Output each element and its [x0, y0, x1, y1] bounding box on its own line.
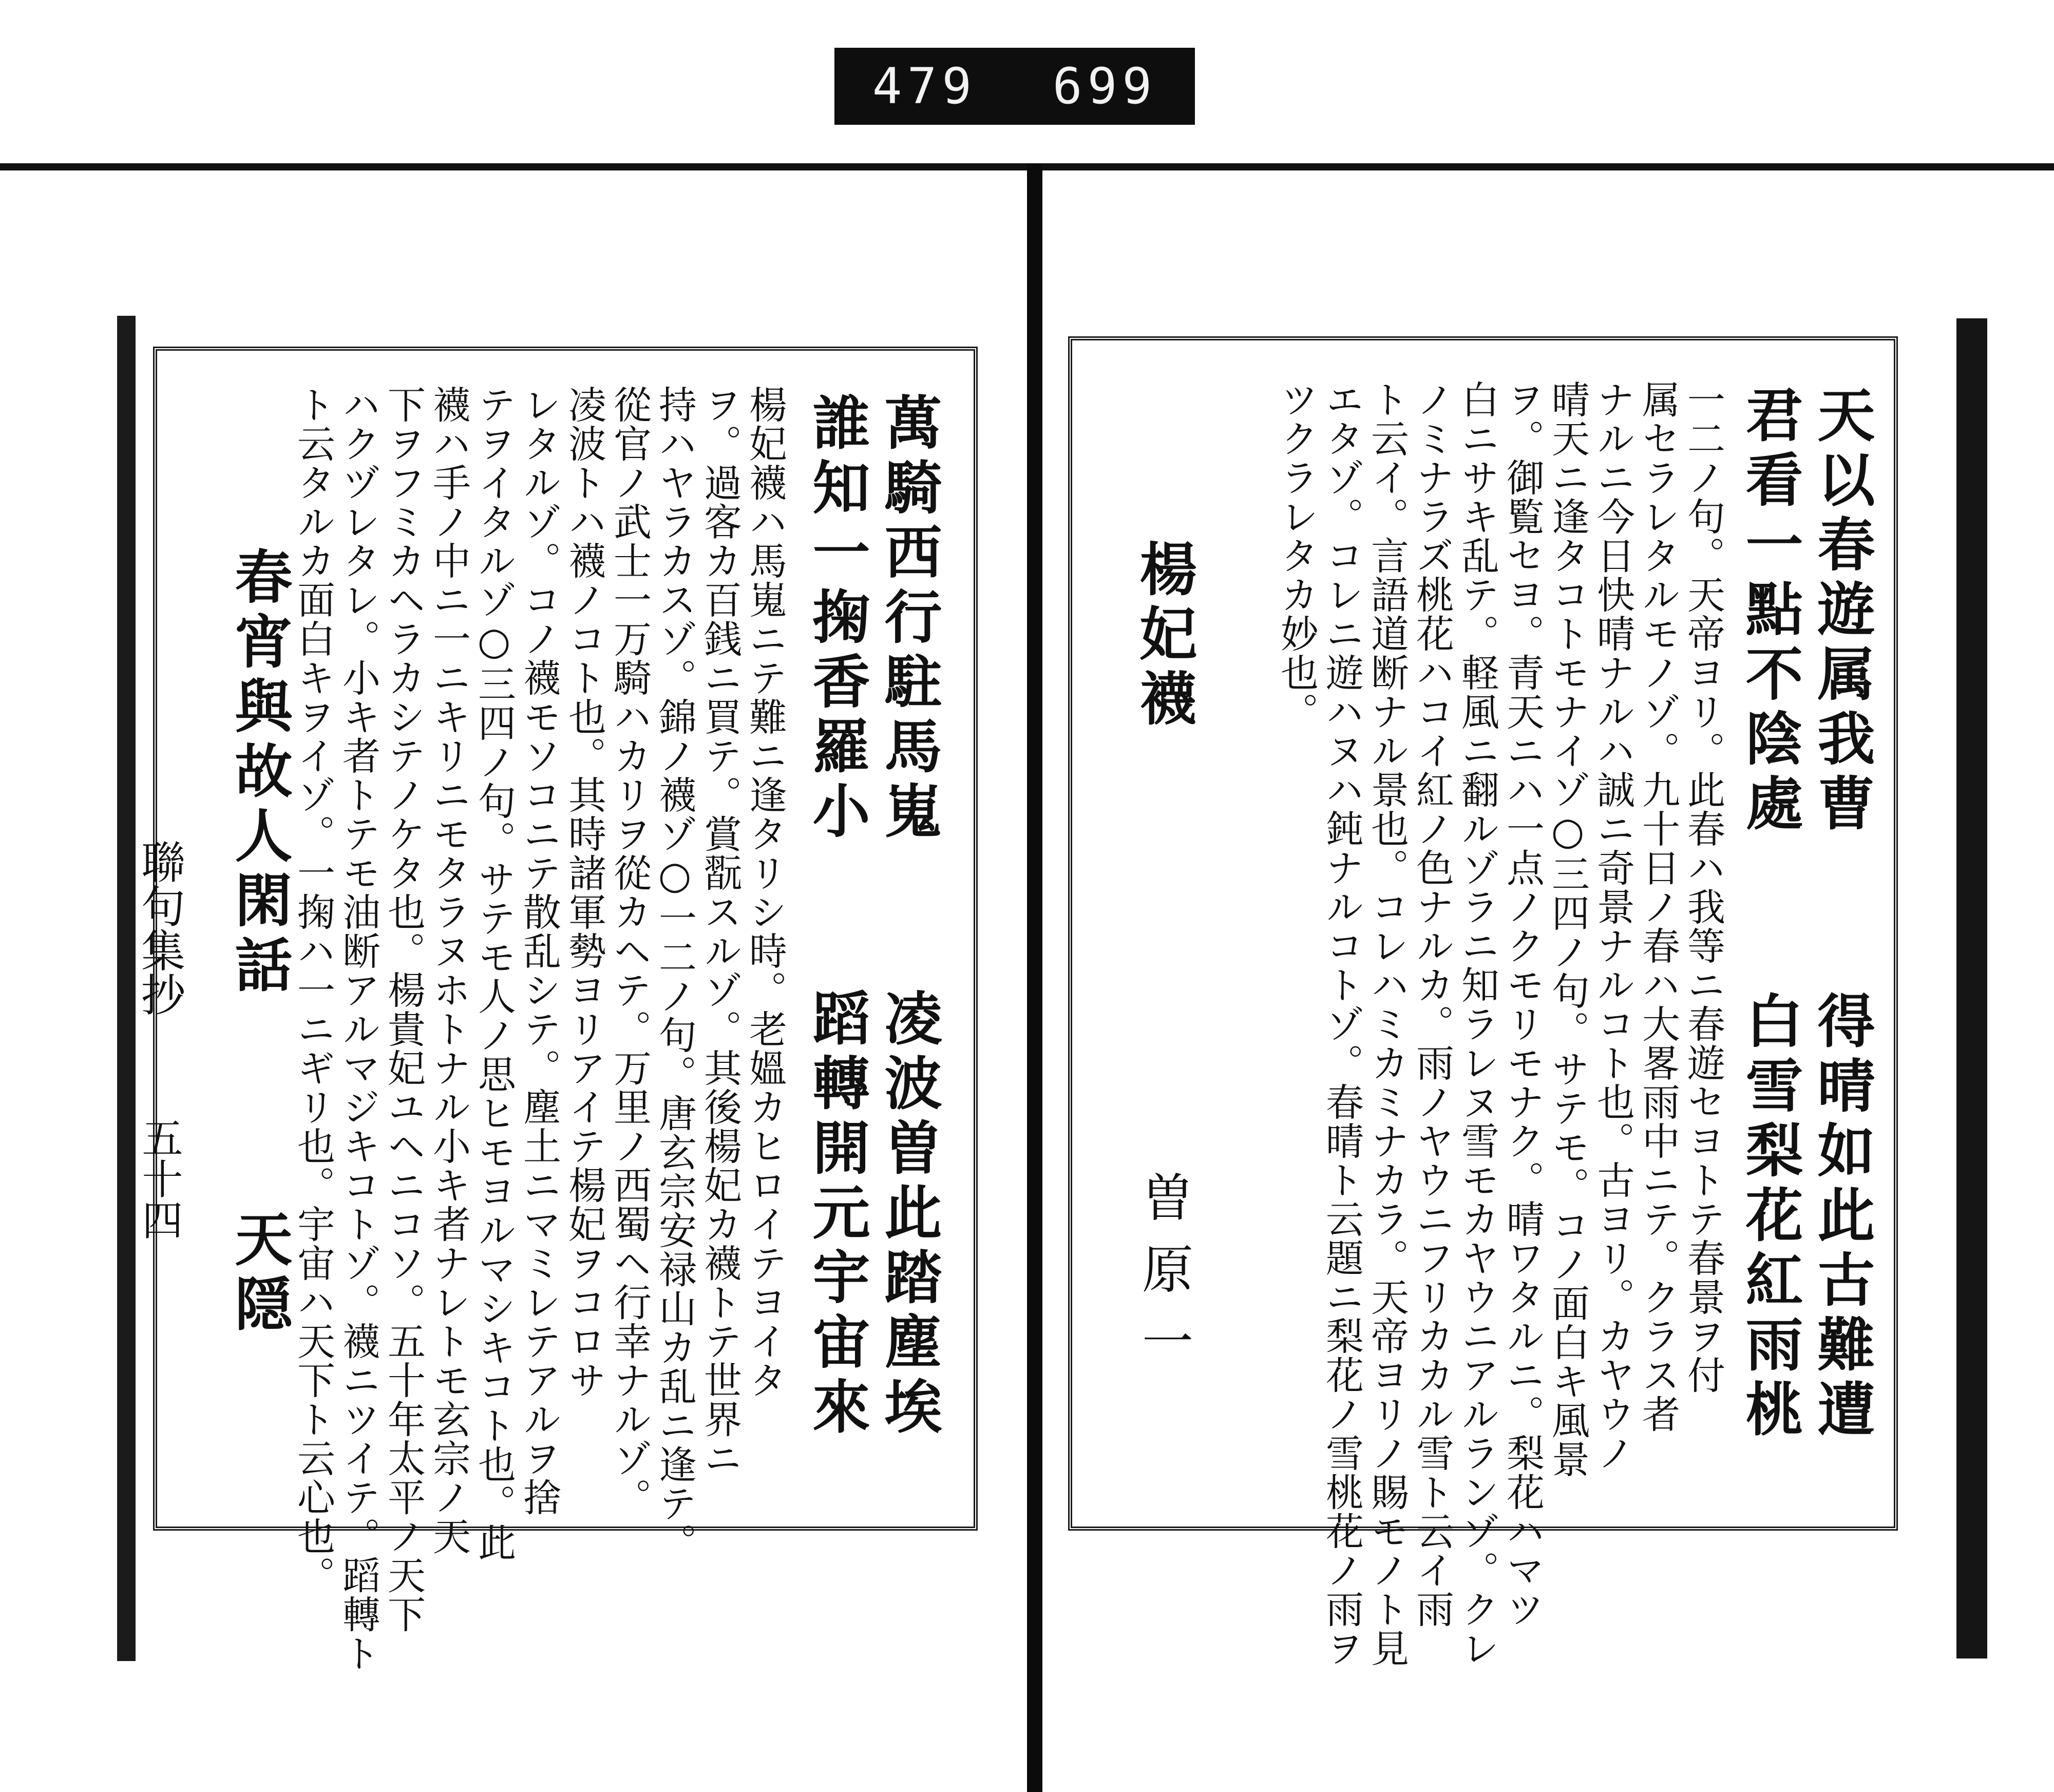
commentary-line: ハクヅレタレ。小キ者トテモ油断アルマジキコトゾ。襪ニツイテ。蹈轉ト	[336, 385, 381, 1673]
commentary-line: ヲ。過客カ百銭ニ買テ。賞翫スルゾ。其後楊妃カ襪トテ世界ニ	[698, 385, 742, 1478]
commentary-line: 從官ノ武士一万騎ハカリヲ從カヘテ。万里ノ西蜀ヘ行幸ナルゾ。	[607, 385, 652, 1517]
margin-title: 聯句集抄	[134, 840, 185, 1016]
commentary-line: ナルニ今日快晴ナルハ誠ニ奇景ナルコト也。古ヨリ。カヤウノ	[1591, 380, 1635, 1473]
archive-left-number: 479	[872, 58, 977, 115]
commentary-line: テヲイタルゾ○三四ノ句。サテモ人ノ思ヒモヨルマシキコト也。此	[472, 385, 516, 1562]
commentary-line: 属セラレタルモノゾ。九十日ノ春ハ大畧雨中ニテ。クラス者	[1636, 380, 1680, 1434]
archive-right-number: 699	[1052, 58, 1157, 115]
commentary-line: ノミナラズ桃花ハコイ紅ノ色ナルカ。雨ノヤウニフリカカル雪ト云イ雨	[1410, 380, 1454, 1629]
commentary-line: ツクラレタカ妙也。	[1275, 380, 1319, 731]
binding-gutter	[1027, 163, 1042, 1792]
left-page	[117, 316, 1026, 1673]
verse-line: 得晴如此古難遭	[1808, 991, 1875, 1444]
commentary-line: ト云イ。言語道断ナル景也。コレハミカミナカラ。天帝ヨリノ賜モノト見	[1365, 380, 1409, 1668]
commentary-line: 白ニサキ乱テ。軽風ニ翻ルゾラニ知ラレヌ雪モカヤウニアルランゾ。クレ	[1455, 380, 1499, 1668]
verse-line: 天以春遊属我曹	[1808, 385, 1875, 838]
commentary-line: 一二ノ句。天帝ヨリ。此春ハ我等ニ春遊セヨトテ春景ヲ付	[1681, 380, 1725, 1395]
commentary-line: ト云タルカ面白キヲイゾ。一掬ハ一ニギリ也。宇宙ハ天下ト云心也。	[291, 385, 335, 1595]
right-page	[1058, 318, 1987, 1668]
archive-label	[834, 48, 1195, 125]
commentary-line: 持ハヤラカスゾ。錦ノ襪ゾ○一二ノ句。唐玄宗安禄山カ乱ニ逢テ。	[653, 385, 697, 1562]
commentary-line: 下ヲフミカヘラカシテノケタ也。楊貴妃ユヘニコソ。五十年太平ノ天下	[382, 385, 426, 1634]
verse-line: 君看一點不陰處	[1736, 385, 1803, 838]
commentary-line: 楊妃襪ハ馬嵬ニテ難ニ逢タリシ時。老媼カヒロイテヨイタ	[743, 385, 787, 1400]
poem-author: 天隠	[225, 1209, 293, 1339]
poem-author: 曽原一	[1133, 1171, 1193, 1386]
verse-line: 蹈轉開元宇宙來	[803, 988, 870, 1441]
commentary-line: ヲ。御覧セヨ。青天ニハ一点ノクモリモナク。晴ワタルニ。梨花ハマツ	[1500, 380, 1545, 1629]
page-number: 五十四	[135, 1117, 183, 1240]
poem-title: 春宵與故人閑話	[225, 547, 293, 1000]
commentary-line: 襪ハ手ノ中ニ一ニキリニモタラヌホトナル小キ者ナレトモ玄宗ノ天	[427, 385, 471, 1556]
commentary-line: レタルゾ。コノ襪モソコニテ散乱シテ。塵土ニマミレテアルヲ捨	[517, 385, 561, 1517]
commentary-line: 凌波トハ襪ノコト也。其時諸軍勢ヨリアイテ楊妃ヲコロサ	[562, 385, 606, 1400]
verse-line: 凌波曽此踏塵埃	[875, 988, 942, 1441]
commentary-line: エタゾ。コレニ遊ハヌハ鈍ナルコトゾ。春晴ト云題ニ梨花ノ雪桃花ノ雨ヲ	[1320, 380, 1364, 1668]
verse-line: 白雪梨花紅雨桃	[1736, 991, 1803, 1444]
poem-title: 楊妃襪	[1130, 539, 1197, 733]
verse-line: 誰知一掬香羅小	[803, 393, 870, 846]
verse-line: 萬騎西行駐馬嵬	[875, 393, 942, 846]
commentary-line: 晴天ニ逢タコトモナイゾ○三四ノ句。サテモ。コノ面白キ風景	[1546, 380, 1590, 1479]
